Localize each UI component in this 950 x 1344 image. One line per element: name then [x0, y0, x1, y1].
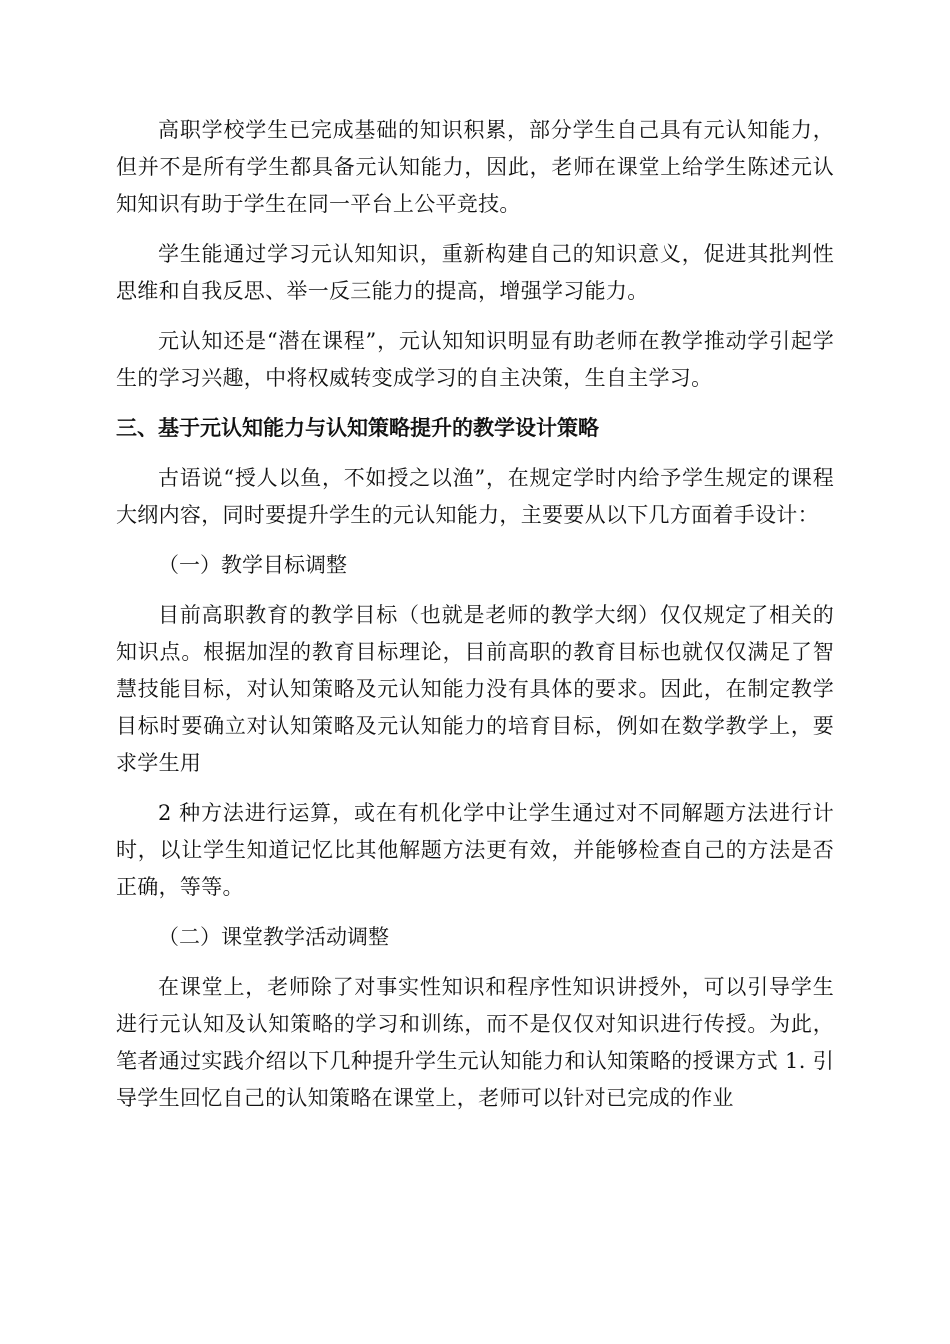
document-page [116, 112, 834, 1130]
subsection-heading-2: （二）课堂教学活动调整 [158, 925, 389, 949]
section-heading-3: 三、基于元认知能力与认知策略提升的教学设计策略 [116, 416, 599, 440]
paragraph-1: 高职学校学生已完成基础的知识积累，部分学生自己具有元认知能力，但并不是所有学生都具备元认知能力，因此，老师在课堂上给学生陈述元认知知识有助于学生在同一平台上公平竞技。 [116, 118, 834, 216]
paragraph-5: 目前高职教育的教学目标（也就是老师的教学大纲）仅仅规定了相关的知识点。根据加涅的教育目标理论，目前高职的教育目标也就仅仅满足了智慧技能目标，对认知策略及元认知能力没有具体的要求。因此，在制定教学目标时要确立对认知策略及元认知能力的培育目标，例如在数学教学上，要求学生用 [116, 603, 834, 775]
paragraph-7: 在课堂上，老师除了对事实性知识和程序性知识讲授外，可以引导学生进行元认知及认知策略的学习和训练，而不是仅仅对知识进行传授。为此，笔者通过实践介绍以下几种提升学生元认知能力和认知策略的授课方式 1. 引导学生回忆自己的认知策略在课堂上，老师可以针对已完成的作业 [116, 975, 834, 1110]
paragraph-4: 古语说“授人以鱼，不如授之以渔”，在规定学时内给予学生规定的课程大纲内容，同时要提升学生的元认知能力，主要要从以下几方面着手设计： [116, 466, 834, 527]
paragraph-6: 2 种方法进行运算，或在有机化学中让学生通过对不同解题方法进行计时，以让学生知道记忆比其他解题方法更有效，并能够检查自己的方法是否正确，等等。 [116, 801, 834, 899]
paragraph-3: 元认知还是“潜在课程”，元认知知识明显有助老师在教学推动学引起学生的学习兴趣，中将权威转变成学习的自主决策，生自主学习。 [116, 329, 834, 390]
subsection-heading-1: （一）教学目标调整 [158, 553, 347, 577]
paragraph-2: 学生能通过学习元认知知识，重新构建自己的知识意义，促进其批判性思维和自我反思、举一反三能力的提高，增强学习能力。 [116, 242, 834, 303]
